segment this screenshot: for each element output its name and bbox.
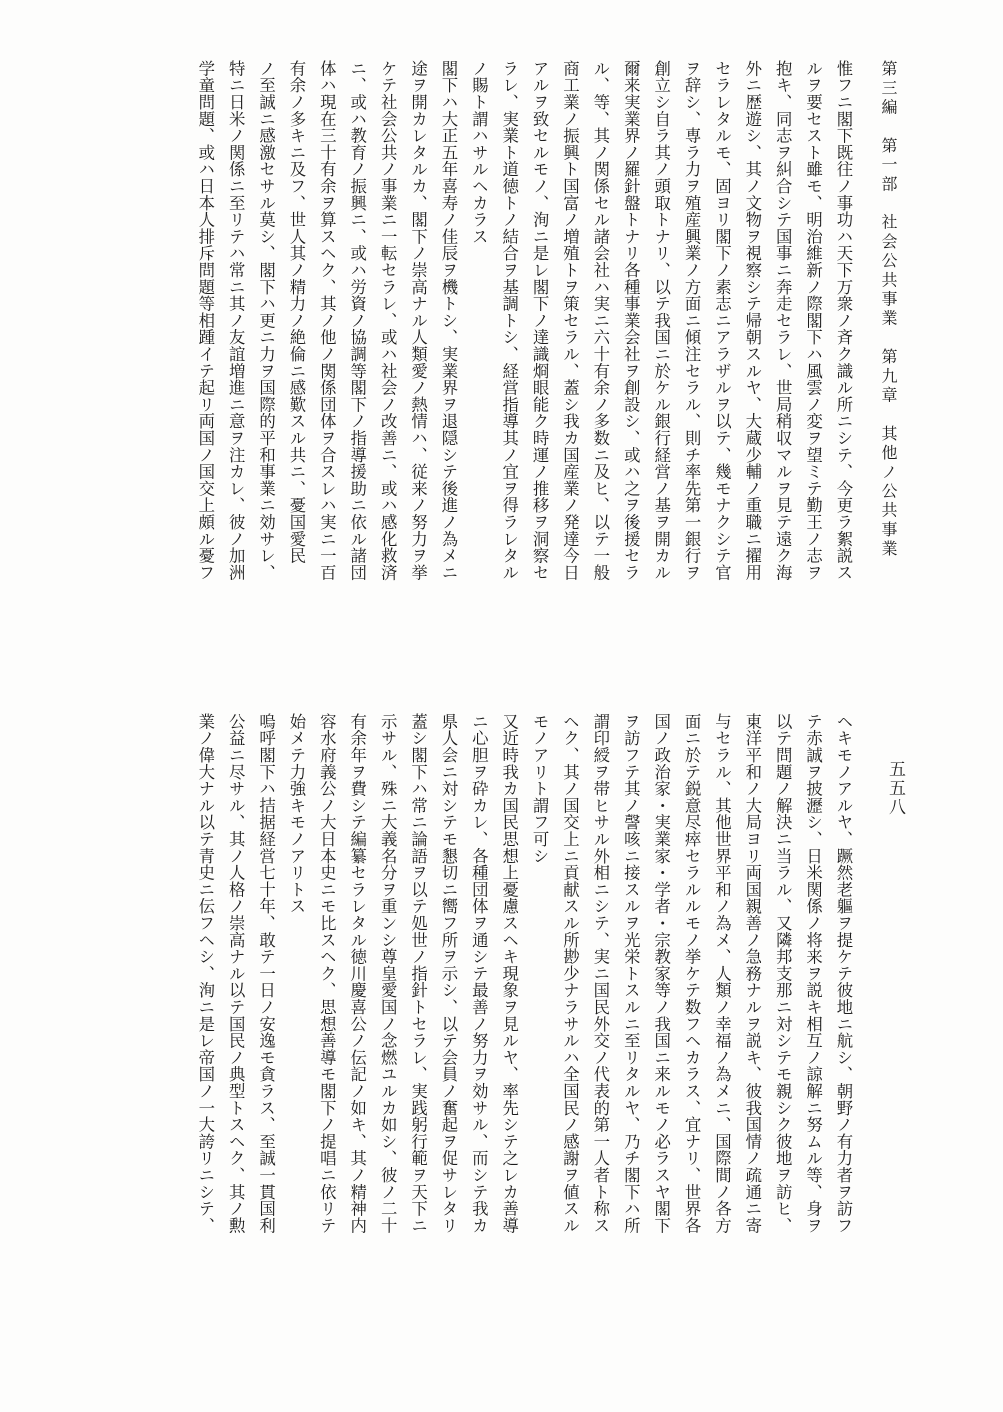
text-column: ヘキモノアルヤ、蹶然老軀ヲ提ケテ彼地ニ航シ、朝野ノ有力者ヲ訪フ xyxy=(834,713,853,1234)
text-column: 惟フニ閣下既往ノ事功ハ天下万衆ノ斉ク識ル所ニシテ、今更ラ絮説ス xyxy=(834,60,853,581)
text-column: テ赤誠ヲ披瀝シ、日米関係ノ将来ヲ説キ相互ノ諒解ニ努ムル等、身ヲ xyxy=(803,713,823,1234)
text-column: アルヲ致セルモノ、洵ニ是レ閣下ノ達識烱眼能ク時運ノ推移ヲ洞察セ xyxy=(530,60,550,581)
text-column: 有余ノ多キニ及フ、世人其ノ精力ノ絶倫ニ感歎スル共ニ、憂国愛民 xyxy=(286,60,306,564)
running-head: 第三編 第一部 社会公共事業 第九章 其他ノ公共事業 xyxy=(879,60,898,560)
text-column: ニ、或ハ教育ノ振興ニ、或ハ労資ノ協調等閣下ノ指導援助ニ依ル諸団 xyxy=(347,60,367,581)
text-block-lower xyxy=(68,713,858,1355)
text-column: ヲ訪フテ其ノ謦咳ニ接スルヲ光栄トスルニ至リタルヤ、乃チ閣下ハ所 xyxy=(621,713,641,1234)
text-column: 創立シ自ラ其ノ頭取トナリ、以テ我国ニ於ケル銀行経営ノ基ヲ開カル xyxy=(651,60,671,581)
text-column: 有余年ヲ費シテ編纂セラレタル徳川慶喜公ノ伝記ノ如キ、其ノ精神内 xyxy=(347,713,367,1234)
text-column: 抱キ、同志ヲ糾合シテ国事ニ奔走セラレ、世局稍収マルヲ見テ遠ク海 xyxy=(773,60,793,581)
text-column: ノ至誠ニ感激セサル莫シ、閣下ハ更ニ力ヲ国際的平和事業ニ効サレ、 xyxy=(256,60,276,581)
text-column: 国ノ政治家・実業家・学者・宗教家等ノ我国ニ来ルモノ必ラスヤ閣下 xyxy=(651,713,671,1234)
text-column: 示サル、殊ニ大義名分ヲ重ンシ尊皇愛国ノ念燃ユルカ如シ、彼ノ二十 xyxy=(378,713,398,1234)
text-column: 体ハ現在三十有余ヲ算スヘク、其ノ他ノ関係団体ヲ合スレハ実ニ一百 xyxy=(317,60,337,581)
text-column: 業ノ偉大ナル以テ青史ニ伝フヘシ、洵ニ是レ帝国ノ一大誇リニシテ、 xyxy=(195,713,215,1234)
page-number: 五五八 xyxy=(885,760,905,817)
text-column: モノアリト謂フ可シ xyxy=(530,713,550,865)
text-column: ヘク、其ノ国交上ニ貢献スル所尠少ナラサルハ全国民ノ感謝ヲ値スル xyxy=(560,713,580,1234)
text-column: ルヲ要セスト雖モ、明治維新ノ際閣下ハ風雲ノ変ヲ望ミテ勤王ノ志ヲ xyxy=(803,60,823,581)
text-column: 閣下ハ大正五年喜寿ノ佳辰ヲ機トシ、実業界ヲ退隠シテ後進ノ為メニ xyxy=(438,60,458,581)
text-column: 又近時我カ国民思想上憂慮スヘキ現象ヲ見ルヤ、率先シテ之レカ善導 xyxy=(499,713,519,1234)
text-column: 以テ問題ノ解決ニ当ラル、又隣邦支那ニ対シテモ親シク彼地ヲ訪ヒ、 xyxy=(773,713,793,1234)
text-column: ル、等、其ノ関係セル諸会社ハ実ニ六十有余ノ多数ニ及ヒ、以テ一般 xyxy=(590,60,610,581)
text-column: 公益ニ尽サル、其ノ人格ノ崇高ナル以テ国民ノ典型トスヘク、其ノ勲 xyxy=(226,713,246,1234)
text-column: ノ賜ト謂ハサルヘカラス xyxy=(469,60,489,245)
text-column: セラレタルモ、固ヨリ閣下ノ素志ニアラザルヲ以テ、幾モナクシテ官 xyxy=(712,60,732,581)
text-column: 嗚呼閣下ハ拮据経営七十年、敢テ一日ノ安逸モ貪ラス、至誠一貫国利 xyxy=(256,713,276,1234)
text-column: ヲ辞シ、専ラ力ヲ殖産興業ノ方面ニ傾注セラル、則チ率先第一銀行ヲ xyxy=(682,60,702,581)
text-column: 東洋平和ノ大局ヨリ両国親善ノ急務ナルヲ説キ、彼我国情ノ疏通ニ寄 xyxy=(742,713,762,1234)
text-column: 蓋シ閣下ハ常ニ論語ヲ以テ処世ノ指針トセラレ、実践躬行範ヲ天下ニ xyxy=(408,713,428,1234)
text-column: 学童問題、或ハ日本人排斥問題等相踵イテ起リ両国ノ国交上頗ル憂フ xyxy=(195,60,215,581)
text-column: 商工業ノ振興ト国富ノ増殖トヲ策セラル、蓋シ我カ国産業ノ発達今日 xyxy=(560,60,580,581)
text-column: 面ニ於テ鋭意尽瘁セラルルモノ挙ケテ数フヘカラス、宜ナリ、世界各 xyxy=(682,713,702,1234)
text-block-upper xyxy=(68,60,858,660)
text-column: 県人会ニ対シテモ懇切ニ嚮フ所ヲ示シ、以テ会員ノ奮起ヲ促サレタリ xyxy=(438,713,458,1234)
text-column: 途ヲ開カレタルカ、閣下ノ崇高ナル人類愛ノ熱情ハ、従来ノ努力ヲ挙 xyxy=(408,60,428,581)
text-column: ニ心胆ヲ砕カレ、各種団体ヲ通シテ最善ノ努力ヲ効サル、而シテ我カ xyxy=(469,713,489,1234)
text-column: 爾来実業界ノ羅針盤トナリ各種事業会社ヲ創設シ、或ハ之ヲ後援セラ xyxy=(621,60,641,581)
text-column: 容水府義公ノ大日本史ニモ比スヘク、思想善導モ閣下ノ提唱ニ依リテ xyxy=(317,713,337,1234)
text-column: 外ニ歴遊シ、其ノ文物ヲ視察シテ帰朝スルヤ、大蔵少輔ノ重職ニ擢用 xyxy=(742,60,762,581)
text-column: 与セラル、其他世界平和ノ為メ、人類ノ幸福ノ為メニ、国際間ノ各方 xyxy=(712,713,732,1234)
text-column: ケテ社会公共ノ事業ニ一転セラレ、或ハ社会ノ改善ニ、或ハ感化救済 xyxy=(378,60,398,581)
text-column: 特ニ日米ノ関係ニ至リテハ常ニ其ノ友誼増進ニ意ヲ注カレ、彼ノ加洲 xyxy=(226,60,246,581)
text-column: 始メテ力強キモノアリトス xyxy=(286,713,306,915)
text-column: 謂印綬ヲ帯ヒサル外相ニシテ、実ニ国民外交ノ代表的第一人者ト称ス xyxy=(590,713,610,1234)
text-column: ラレ、実業ト道徳トノ結合ヲ基調トシ、経営指導其ノ宜ヲ得ラレタル xyxy=(499,60,519,581)
